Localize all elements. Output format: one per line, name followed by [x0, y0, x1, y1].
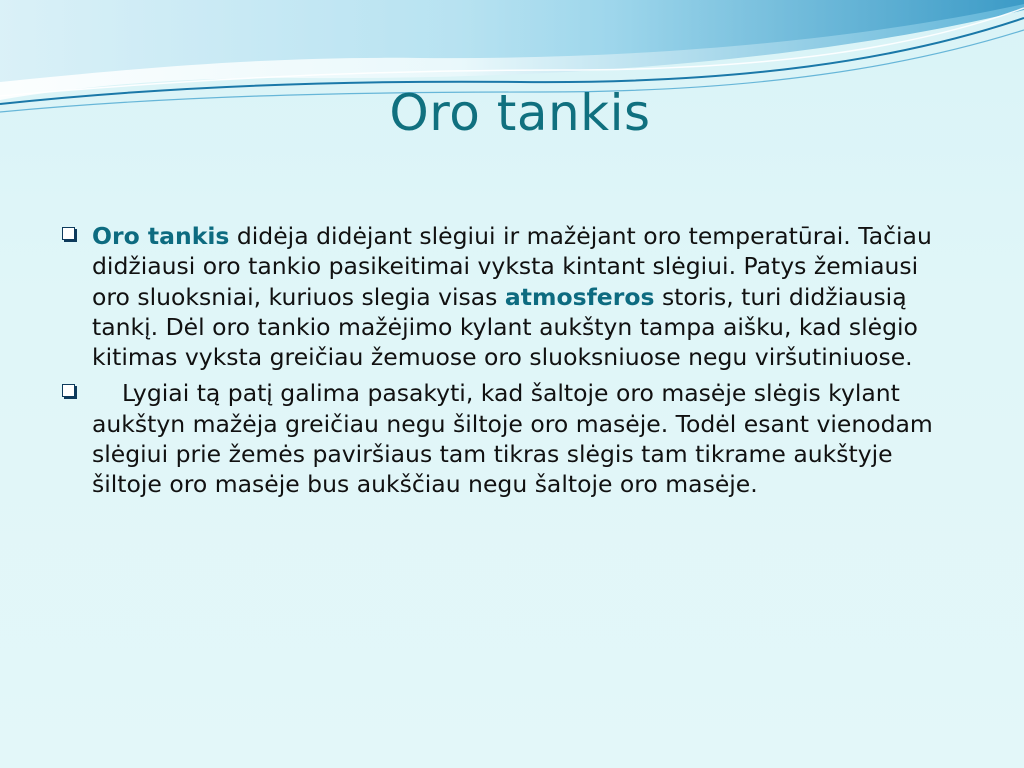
bullet-item-1	[62, 221, 962, 372]
bullet-2-text: Lygiai tą patį galima pasakyti, kad šaltoje oro masėje slėgis kylant aukštyn mažėja greičiau negu šiltoje oro masėje. Todėl esant vienodam slėgiui prie žemės paviršiaus tam tikras slėgis tam tikrame aukštyje šiltoje oro masėje bus aukščiau negu šaltoje oro masėje.	[92, 379, 933, 499]
bullet-1-text-b: storis, turi didžiausią tankį. Dėl oro tankio mažėjimo kylant aukštyn tampa aišku, kad slėgio kitimas vyksta greičiau žemuose oro sluoksniuose negu viršutiniuose.	[92, 282, 918, 372]
checkbox-bullet-icon	[62, 384, 75, 397]
bullet-item-2	[62, 378, 962, 499]
slide-title: Oro tankis	[389, 84, 651, 142]
bullet-1-bold-atmosferos: atmosferos	[504, 282, 655, 311]
slide-body	[62, 221, 962, 506]
bullet-1-bold-term: Oro tankis	[92, 222, 230, 250]
bullet-1-text-a: didėja didėjant slėgiui ir mažėjant oro temperatūrai. Tačiau didžiausi oro tankio pasikeitimai vyksta kintant slėgiui. Patys žemiausi oro sluoksniai, kuriuos slegia visas	[92, 222, 932, 311]
checkbox-bullet-icon	[62, 227, 75, 240]
